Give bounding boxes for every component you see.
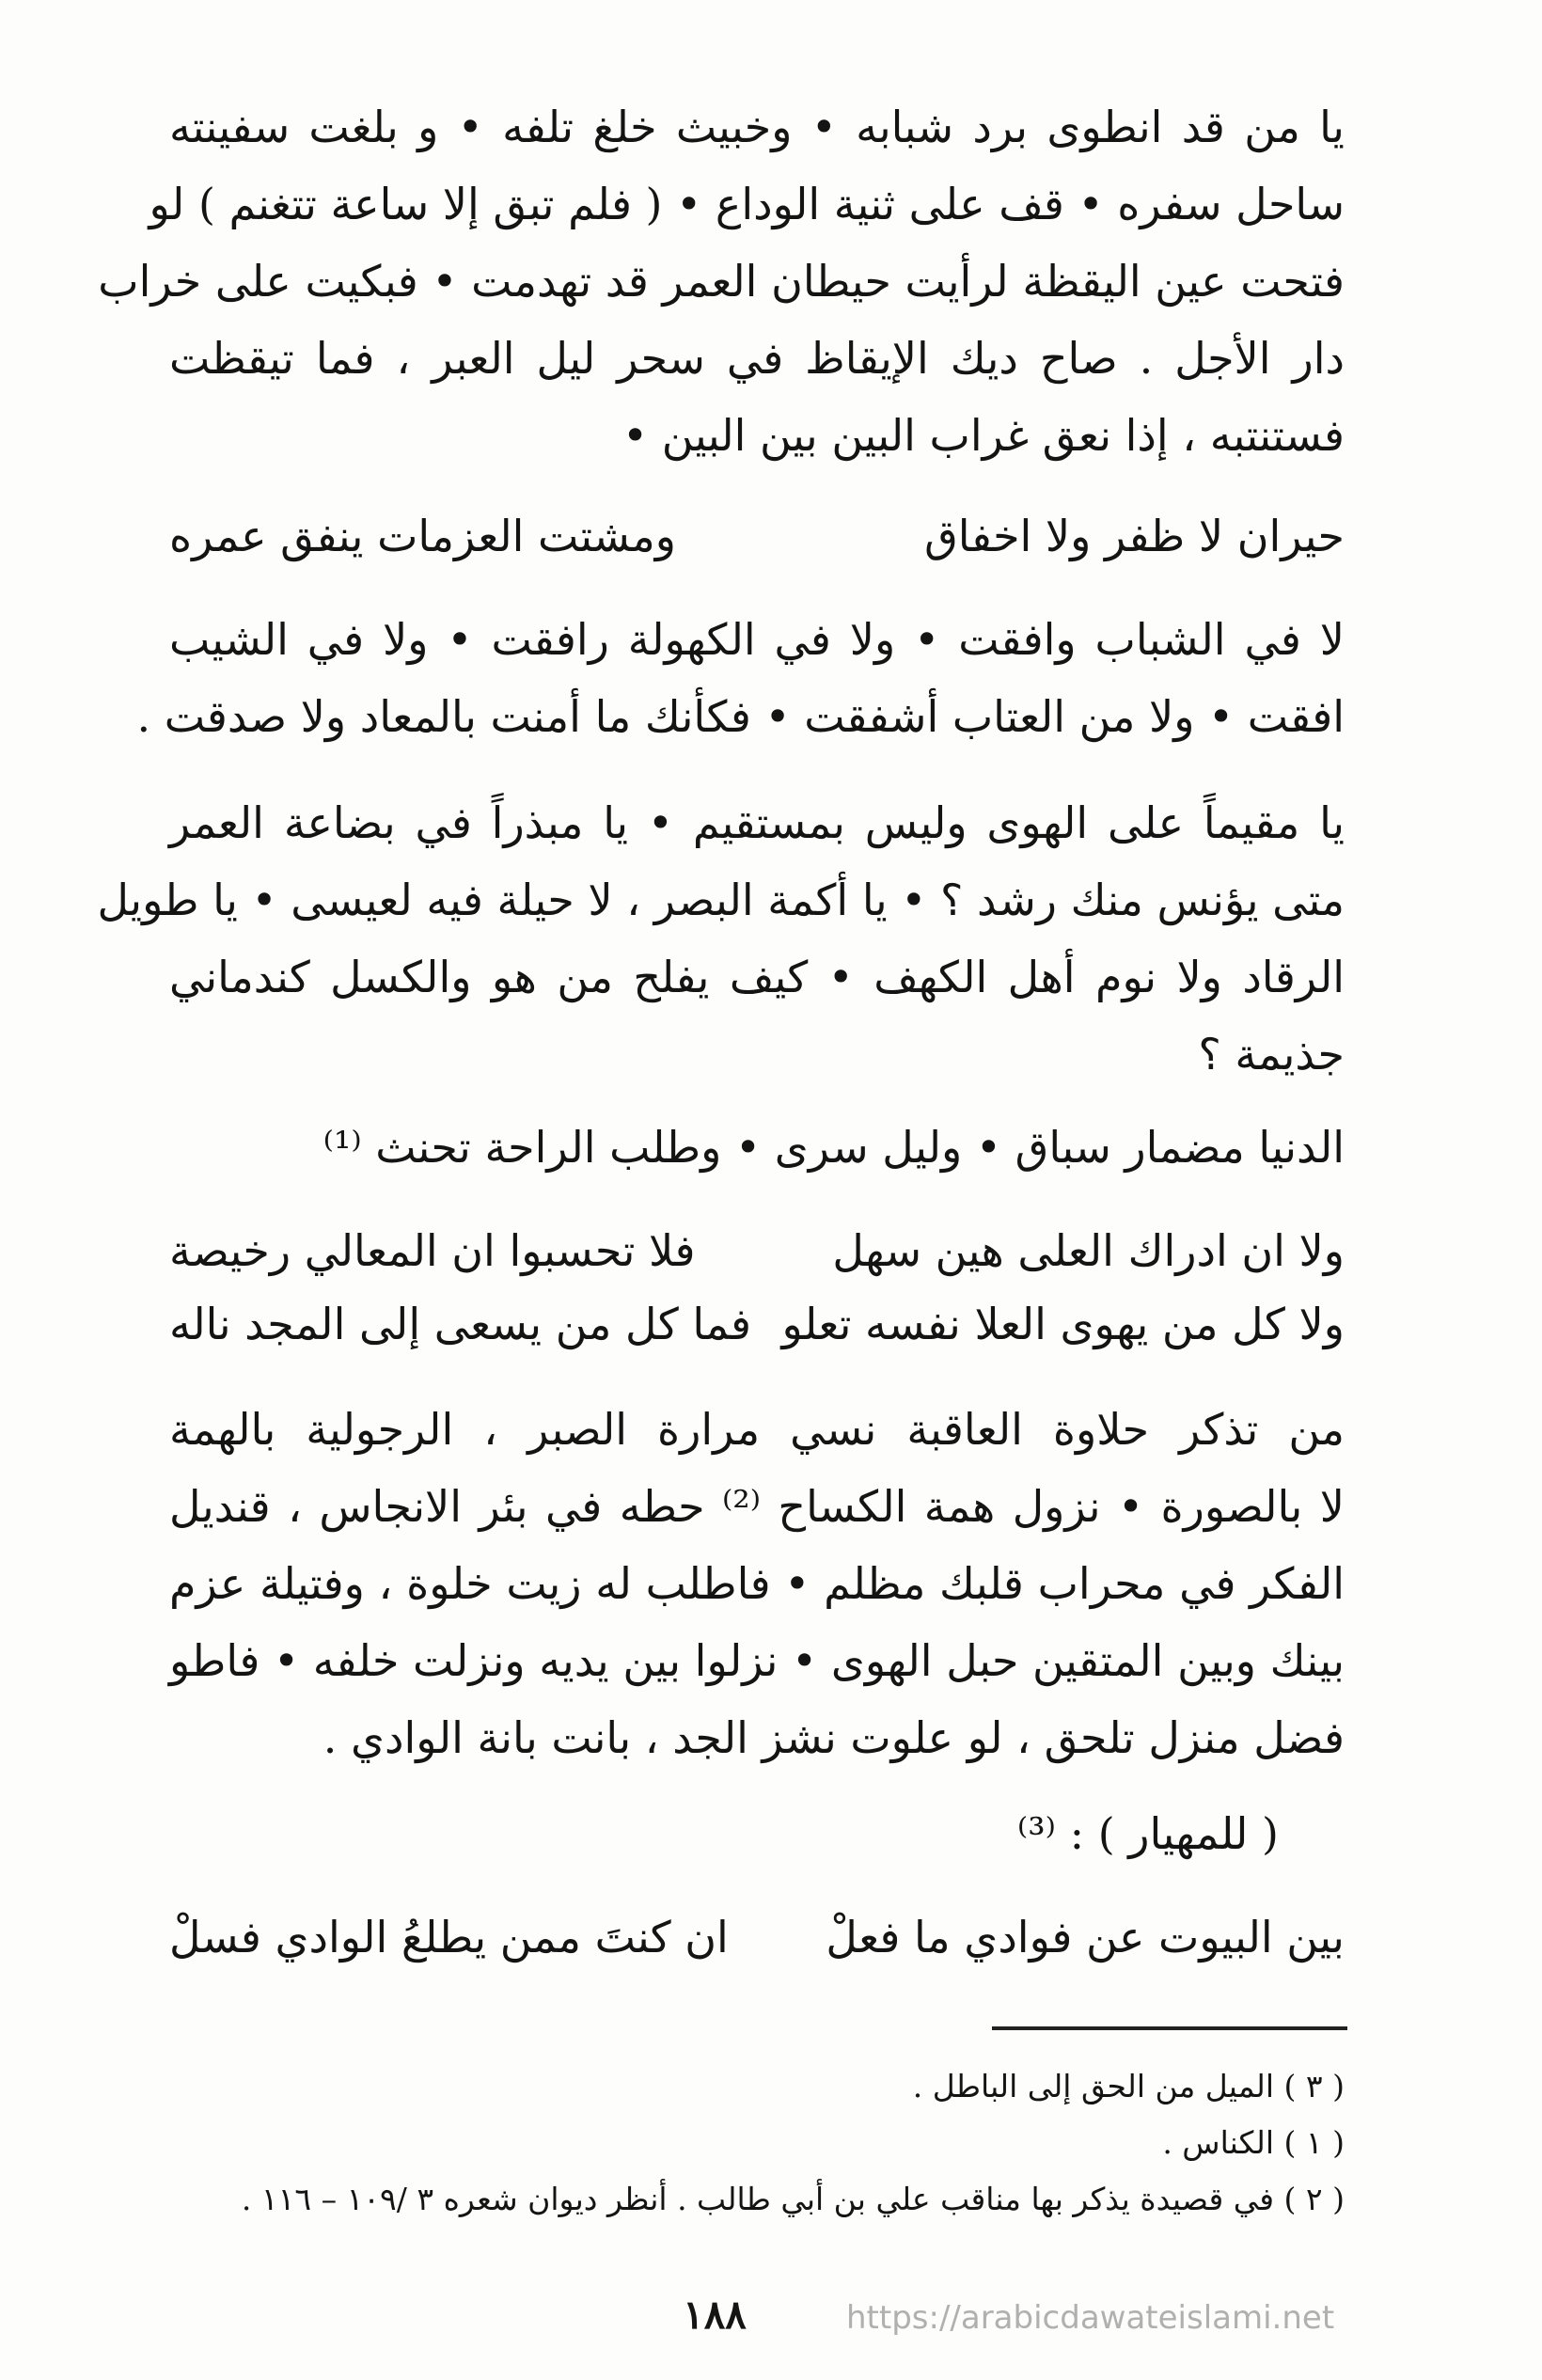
verse-1 [169, 503, 1345, 569]
page-number: ١٨٨ [683, 2292, 747, 2338]
footnote-separator [992, 2026, 1347, 2030]
text-line: الفكر في محراب قلبك مظلم • فاطلب له زيت خلوة ، وفتيلة عزم [169, 1558, 1345, 1609]
attribution [169, 1801, 1345, 1867]
paragraph-2 [136, 607, 1345, 757]
dunya-line [169, 1114, 1345, 1180]
verse-line [169, 1904, 1345, 1970]
text-line: فضل منزل تلحق ، لو علوت نشز الجد ، بانت بانة الوادي . [323, 1712, 1345, 1763]
verse-first-hemistich: فما كل من يسعى إلى المجد ناله [169, 1299, 751, 1349]
verses-2-3 [169, 1218, 1345, 1368]
verse-second-hemistich: بين البيوت عن فوادي ما فعلْ [826, 1912, 1345, 1962]
text-line: افقت • ولا من العتاب أشفقت • فكأنك ما أمنت بالمعاد ولا صدقت . [136, 691, 1345, 742]
verse-second-hemistich: حيران لا ظفر ولا اخفاق [924, 511, 1345, 561]
text-line: ساحل سفره • قف على ثنية الوداع • ( فلم تبق إلا ساعة تتغنم ) لو [149, 179, 1345, 229]
text-line: فستنتبه ، إذا نعق غراب البين بين البين • [622, 410, 1345, 461]
text-line: لا في الشباب وافقت • ولا في الكهولة رافقت • ولا في الشيب [169, 614, 1345, 665]
text-line: فتحت عين اليقظة لرأيت حيطان العمر قد تهدمت • فبكيت على خراب [98, 256, 1345, 307]
verse-line [169, 1218, 1345, 1284]
footnote-3: ( ٣ ) الميل من الحق إلى الباطل . [912, 2068, 1345, 2104]
paragraph-3 [97, 790, 1345, 1100]
text-line: دار الأجل . صاح ديك الإيقاظ في سحر ليل العبر ، فما تيقظت [169, 333, 1345, 384]
text-line: بينك وبين المتقين حبل الهوى • نزلوا بين يديه ونزلت خلفه • فاطو [169, 1635, 1345, 1686]
text-line: يا من قد انطوى برد شبابه • وخبيث خلغ تلفه • و بلغت سفينته [169, 102, 1345, 152]
paragraph-1 [98, 94, 1345, 470]
poet-attribution: ( للمهيار ) : ⁽³⁾ [1016, 1808, 1279, 1859]
text-line: يا مقيماً على الهوى وليس بمستقيم • يا مبذراً في بضاعة العمر [169, 797, 1345, 848]
verse-second-hemistich: ولا ان ادراك العلى هين سهل [832, 1225, 1345, 1276]
footnote-1: ( ١ ) الكناس . [1162, 2124, 1345, 2161]
verse-line [169, 1291, 1345, 1357]
paragraph-4 [169, 1396, 1345, 1773]
text-line: لا بالصورة • نزول همة الكساح ⁽²⁾ حطه في بئر الانجاس ، قنديل [169, 1481, 1345, 1532]
footnote-2: ( ٢ ) في قصيدة يذكر بها مناقب علي بن أبي طالب . أنظر ديوان شعره ٣ /١٠٩ – ١١٦ . [241, 2181, 1345, 2217]
verse-first-hemistich: فلا تحسبوا ان المعالي رخيصة [169, 1225, 696, 1276]
watermark-url: https://arabicdawateislami.net [846, 2299, 1335, 2337]
verse-line [169, 503, 1345, 569]
text-line: جذيمة ؟ [1198, 1029, 1345, 1080]
text-line: الدنيا مضمار سباق • وليل سرى • وطلب الراحة تحنث ⁽¹⁾ [323, 1122, 1345, 1173]
text-line: الرقاد ولا نوم أهل الكهف • كيف يفلح من هو والكسل كندماني [169, 952, 1345, 1002]
text-line: متى يؤنس منك رشد ؟ • يا أكمة البصر ، لا حيلة فيه لعيسى • يا طويل [97, 875, 1345, 925]
verse-first-hemistich: ان كنتَ ممن يطلعُ الوادي فسلْ [169, 1912, 729, 1962]
verse-4 [169, 1904, 1345, 1979]
verse-first-hemistich: ومشتت العزمات ينفق عمره [169, 511, 676, 561]
text-line: من تذكر حلاوة العاقبة نسي مرارة الصبر ، الرجولية بالهمة [169, 1404, 1345, 1455]
verse-second-hemistich: ولا كل من يهوى العلا نفسه تعلو [781, 1299, 1345, 1349]
